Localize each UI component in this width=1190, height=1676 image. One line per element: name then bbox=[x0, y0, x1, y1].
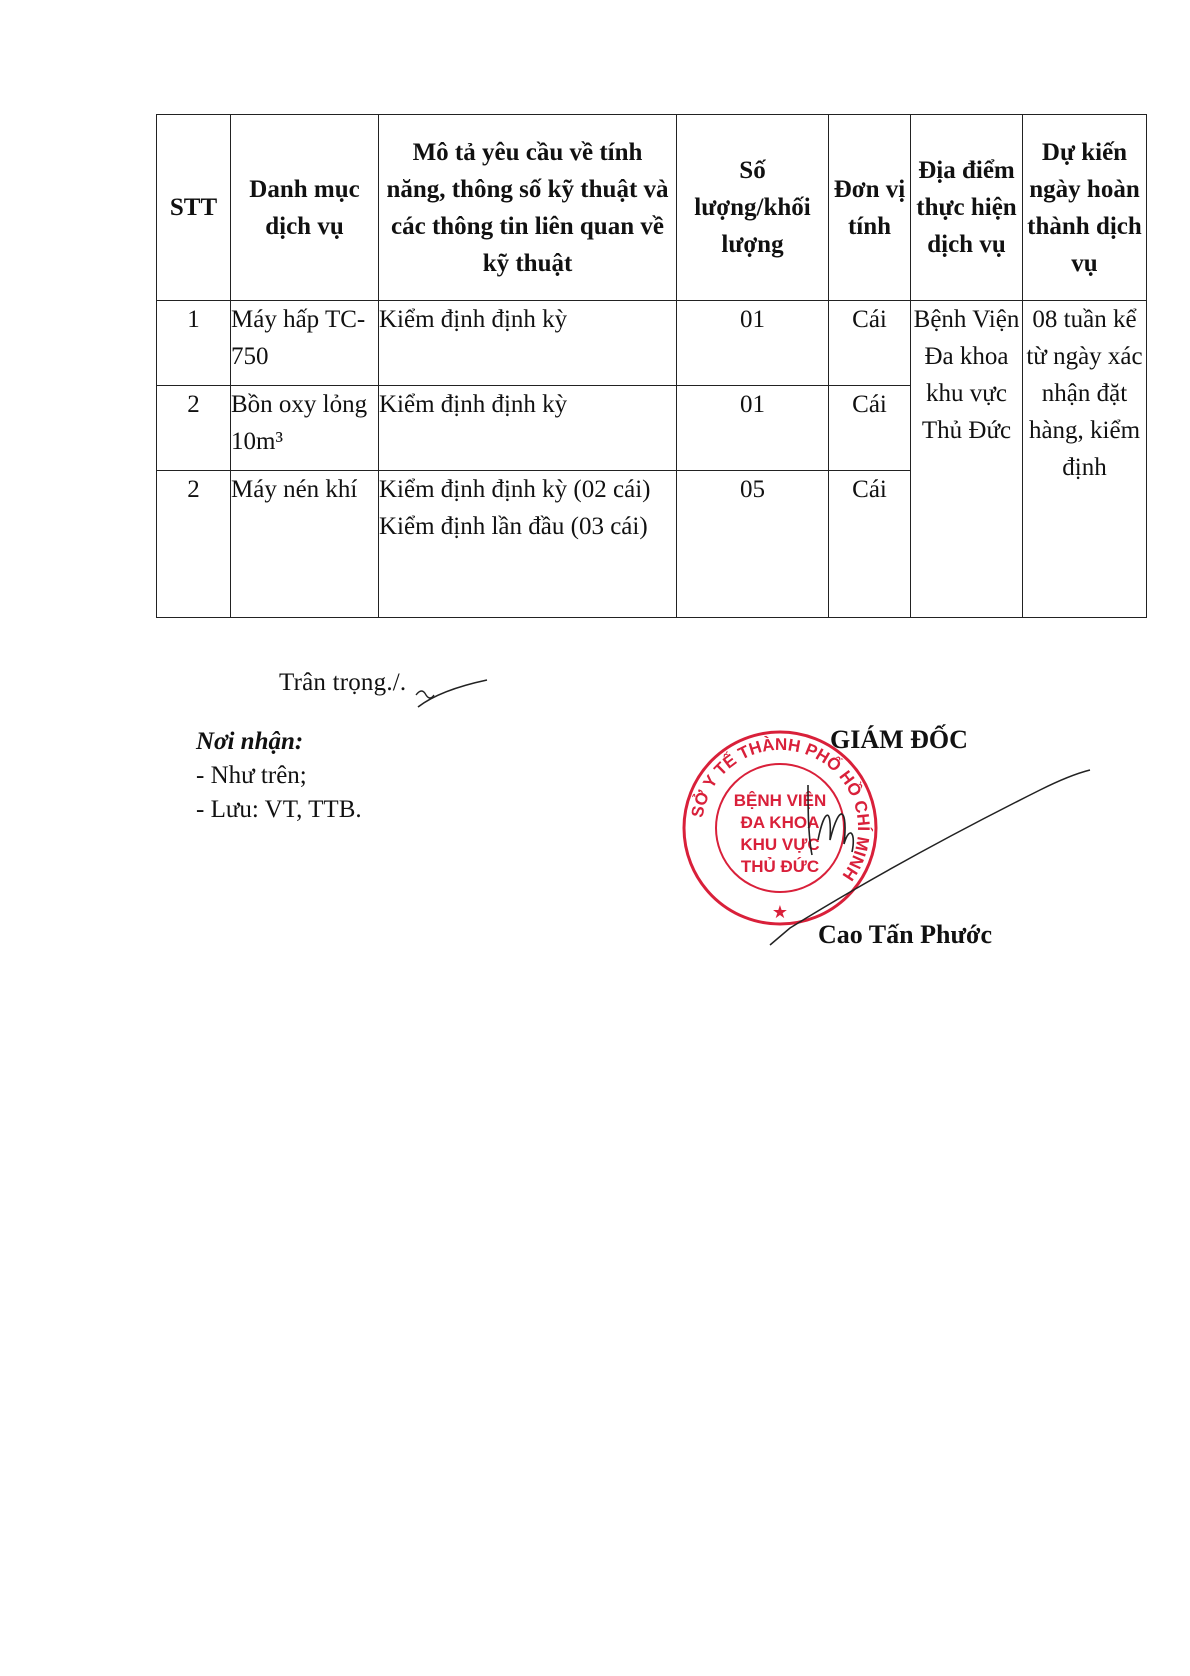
recipients-block bbox=[196, 725, 362, 827]
seal-inner-line: KHU VỰC bbox=[740, 835, 820, 854]
cell-unit: Cái bbox=[829, 386, 911, 471]
cell-service-name: Máy nén khí bbox=[231, 471, 379, 618]
cell-service-name: Bồn oxy lỏng 10m³ bbox=[231, 386, 379, 471]
cell-due-date: 08 tuần kể từ ngày xác nhận đặt hàng, kiểm định bbox=[1023, 301, 1147, 618]
header-quantity: Số lượng/khối lượng bbox=[677, 115, 829, 301]
cell-unit: Cái bbox=[829, 471, 911, 618]
header-location: Địa điểm thực hiện dịch vụ bbox=[911, 115, 1023, 301]
recipient-item: - Lưu: VT, TTB. bbox=[196, 796, 362, 823]
cell-description bbox=[379, 301, 677, 386]
description-item: Kiểm định định kỳ (02 cái) bbox=[379, 476, 651, 503]
service-table bbox=[156, 114, 1147, 618]
closing-regards: Trân trọng./. bbox=[279, 669, 407, 696]
seal-inner-line: THỦ ĐỨC bbox=[740, 857, 820, 876]
cell-location: Bệnh Viện Đa khoa khu vực Thủ Đức bbox=[911, 301, 1023, 618]
cell-description bbox=[379, 386, 677, 471]
cell-quantity: 05 bbox=[677, 471, 829, 618]
cell-description bbox=[379, 471, 677, 618]
cell-unit: Cái bbox=[829, 301, 911, 386]
cell-stt: 2 bbox=[157, 386, 231, 471]
description-item: Kiểm định định kỳ bbox=[379, 306, 568, 333]
header-unit: Đơn vị tính bbox=[829, 115, 911, 301]
description-item: Kiểm định lần đầu (03 cái) bbox=[379, 513, 648, 540]
header-due-date: Dự kiến ngày hoàn thành dịch vụ bbox=[1023, 115, 1147, 301]
seal-outer-text: SỞ Y TẾ THÀNH PHỐ HỒ CHÍ MINH bbox=[687, 734, 874, 885]
cell-stt: 1 bbox=[157, 301, 231, 386]
signer-title: GIÁM ĐỐC bbox=[830, 725, 968, 754]
header-service-name: Danh mục dịch vụ bbox=[231, 115, 379, 301]
recipient-item: - Như trên; bbox=[196, 762, 307, 789]
signer-name: Cao Tấn Phước bbox=[818, 920, 992, 949]
seal-inner-line: BỆNH VIỆN bbox=[733, 791, 827, 810]
cell-quantity: 01 bbox=[677, 301, 829, 386]
seal-star-icon: ★ bbox=[771, 902, 789, 922]
header-stt: STT bbox=[157, 115, 231, 301]
table-header-row bbox=[157, 115, 1147, 301]
cell-service-name: Máy hấp TC-750 bbox=[231, 301, 379, 386]
description-item: Kiểm định định kỳ bbox=[379, 391, 568, 418]
table-row bbox=[157, 301, 1147, 386]
cell-stt: 2 bbox=[157, 471, 231, 618]
hospital-seal bbox=[680, 728, 880, 928]
seal-inner-line: ĐA KHOA bbox=[740, 813, 820, 832]
recipients-heading: Nơi nhận: bbox=[196, 728, 304, 755]
header-description: Mô tả yêu cầu về tính năng, thông số kỹ thuật và các thông tin liên quan về kỹ thuật bbox=[379, 115, 677, 301]
cell-quantity: 01 bbox=[677, 386, 829, 471]
